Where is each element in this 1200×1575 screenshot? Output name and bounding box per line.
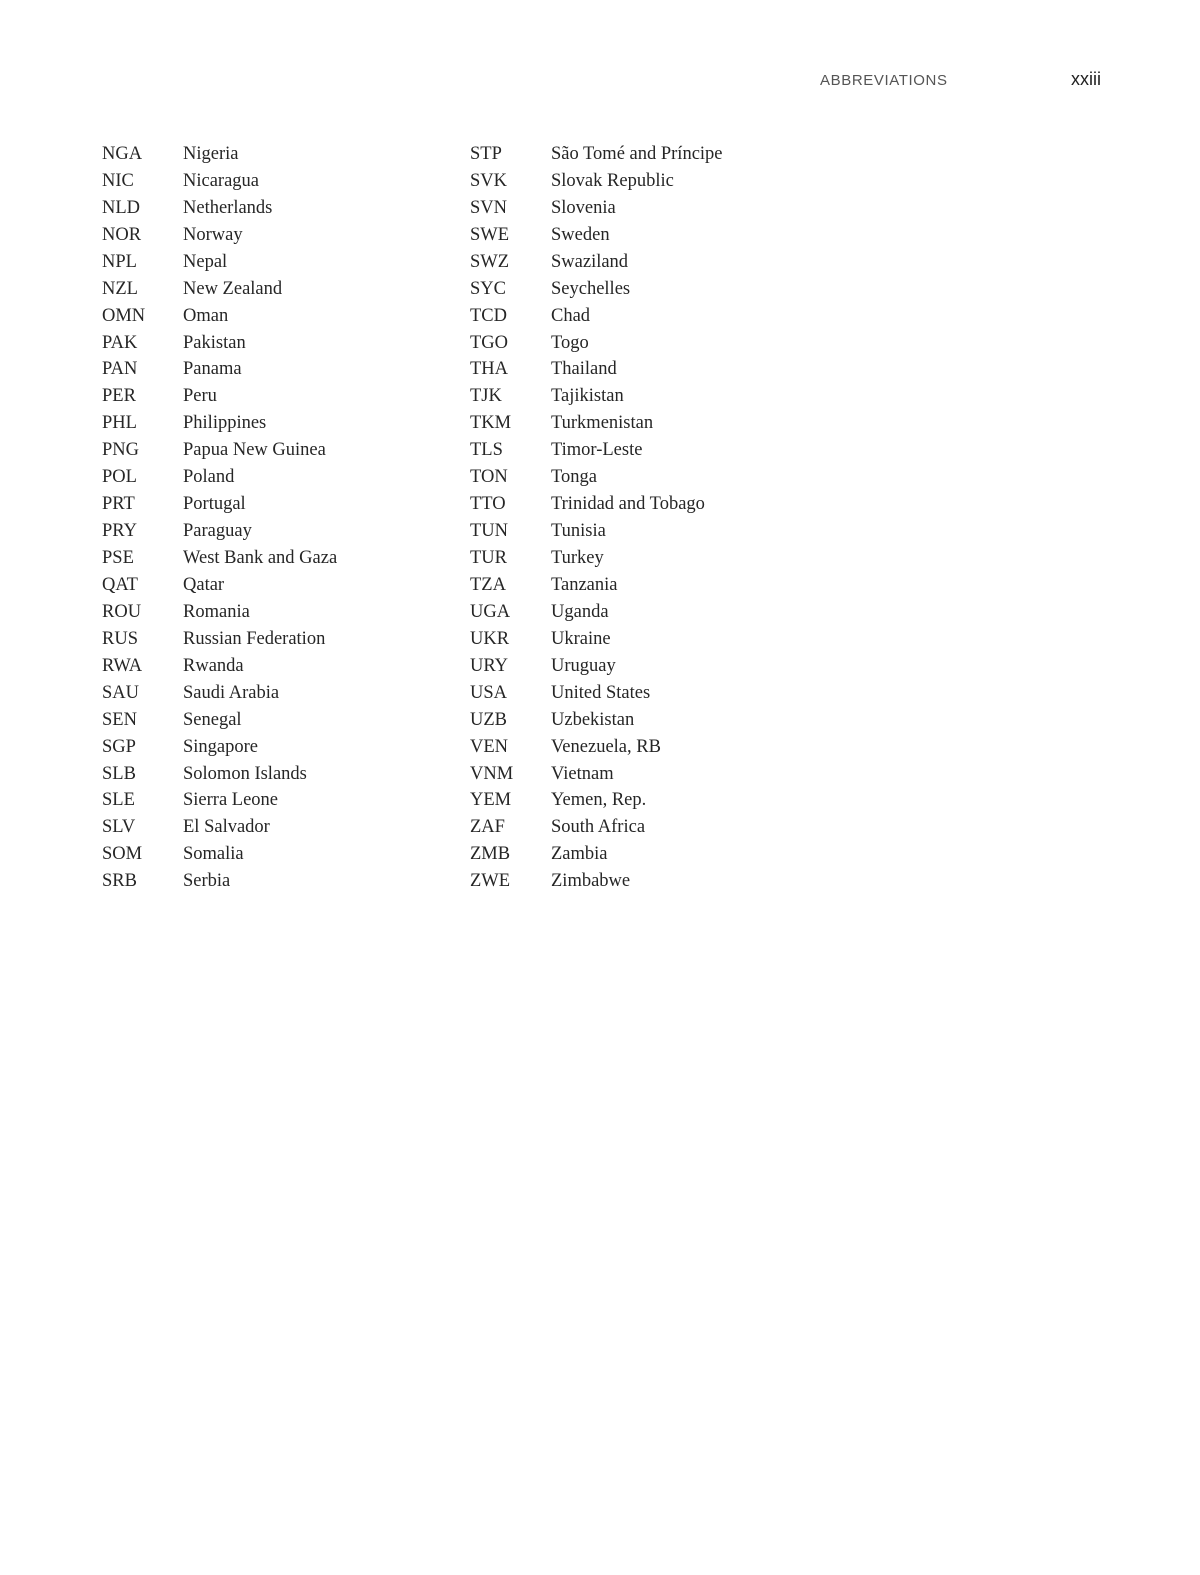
running-head: ABBREVIATIONS xyxy=(820,72,948,89)
country-code: SLE xyxy=(102,790,135,811)
country-name: West Bank and Gaza xyxy=(183,548,338,569)
country-name: Uruguay xyxy=(551,655,616,676)
country-code: PNG xyxy=(102,440,140,461)
abbreviation-row xyxy=(470,626,723,653)
country-code: RWA xyxy=(102,655,143,676)
country-code: ZMB xyxy=(470,844,511,865)
country-code: USA xyxy=(470,682,508,703)
country-code: SYC xyxy=(470,278,506,299)
country-name: Zambia xyxy=(551,844,608,865)
country-name: Russian Federation xyxy=(183,628,326,649)
country-name: Trinidad and Tobago xyxy=(551,494,705,515)
country-name: Papua New Guinea xyxy=(183,440,326,461)
abbreviation-row xyxy=(470,868,723,895)
abbreviation-row xyxy=(102,357,337,384)
country-code: SLB xyxy=(102,763,136,784)
country-code: TGO xyxy=(470,332,509,353)
country-name: Panama xyxy=(183,359,242,380)
abbreviation-row xyxy=(470,545,723,572)
country-name: Norway xyxy=(183,224,243,245)
country-code: TLS xyxy=(470,440,503,461)
country-code: POL xyxy=(102,467,137,488)
country-code: SWE xyxy=(470,224,510,245)
country-name: Tajikistan xyxy=(551,386,624,407)
country-code: THA xyxy=(470,359,509,380)
abbreviation-row xyxy=(470,653,723,680)
abbreviation-row xyxy=(102,141,337,168)
abbreviation-row xyxy=(102,168,337,195)
country-code: RUS xyxy=(102,628,138,649)
country-name: Poland xyxy=(183,467,235,488)
country-code: TJK xyxy=(470,386,502,407)
abbreviation-row xyxy=(102,518,337,545)
country-name: Philippines xyxy=(183,413,267,434)
abbreviation-row xyxy=(102,626,337,653)
country-name: Peru xyxy=(183,386,217,407)
country-code: QAT xyxy=(102,574,138,595)
abbreviation-row xyxy=(102,653,337,680)
abbreviation-row xyxy=(102,841,337,868)
country-name: Pakistan xyxy=(183,332,246,353)
abbreviation-row xyxy=(470,141,723,168)
abbreviation-row xyxy=(470,303,723,330)
abbreviation-row xyxy=(102,437,337,464)
country-name: Rwanda xyxy=(183,655,244,676)
abbreviation-row xyxy=(470,599,723,626)
abbreviation-row xyxy=(470,814,723,841)
country-code: PAK xyxy=(102,332,138,353)
abbreviation-row xyxy=(102,383,337,410)
country-name: Vietnam xyxy=(551,763,614,784)
country-name: Solomon Islands xyxy=(183,763,307,784)
country-name: South Africa xyxy=(551,817,646,838)
country-code: SRB xyxy=(102,871,137,892)
country-code: SAU xyxy=(102,682,140,703)
country-code: URY xyxy=(470,655,509,676)
country-name: Portugal xyxy=(183,494,246,515)
country-code: NPL xyxy=(102,251,137,272)
abbreviation-row xyxy=(470,788,723,815)
country-code: SWZ xyxy=(470,251,510,272)
country-name: Tonga xyxy=(551,467,597,488)
abbreviation-row xyxy=(470,249,723,276)
abbreviation-row xyxy=(470,195,723,222)
country-name: Tunisia xyxy=(551,521,606,542)
country-name: New Zealand xyxy=(183,278,283,299)
abbreviation-row xyxy=(102,599,337,626)
country-code: SEN xyxy=(102,709,137,730)
country-code: PRY xyxy=(102,521,137,542)
country-code: TON xyxy=(470,467,508,488)
country-name: Romania xyxy=(183,601,250,622)
country-code: SGP xyxy=(102,736,136,757)
country-code: NZL xyxy=(102,278,138,299)
country-name: Zimbabwe xyxy=(551,871,631,892)
abbreviation-row xyxy=(102,330,337,357)
country-code: VEN xyxy=(470,736,509,757)
abbreviation-row xyxy=(470,437,723,464)
abbreviation-row xyxy=(470,357,723,384)
abbreviation-row xyxy=(102,195,337,222)
country-name: Venezuela, RB xyxy=(551,736,661,757)
country-name: Slovak Republic xyxy=(551,170,674,191)
country-name: Sierra Leone xyxy=(183,790,279,811)
country-name: Paraguay xyxy=(183,521,252,542)
country-code: YEM xyxy=(470,790,512,811)
country-code: UGA xyxy=(470,601,511,622)
abbreviation-list-left xyxy=(102,141,337,895)
abbreviation-row xyxy=(470,734,723,761)
abbreviation-list-right xyxy=(470,141,723,895)
abbreviation-row xyxy=(102,572,337,599)
country-code: SLV xyxy=(102,817,136,838)
abbreviation-row xyxy=(470,168,723,195)
abbreviation-row xyxy=(470,383,723,410)
country-code: NIC xyxy=(102,170,134,191)
country-name: Qatar xyxy=(183,574,225,595)
country-name: United States xyxy=(551,682,651,703)
country-code: TZA xyxy=(470,574,506,595)
abbreviation-row xyxy=(102,545,337,572)
abbreviation-row xyxy=(102,249,337,276)
abbreviation-row xyxy=(102,734,337,761)
country-name: Nigeria xyxy=(183,143,239,164)
country-code: SVK xyxy=(470,170,508,191)
country-code: STP xyxy=(470,143,502,164)
country-code: PER xyxy=(102,386,136,407)
country-code: PAN xyxy=(102,359,138,380)
country-code: PSE xyxy=(102,548,134,569)
abbreviation-row xyxy=(102,680,337,707)
country-name: El Salvador xyxy=(183,817,270,838)
country-name: Timor-Leste xyxy=(551,440,643,461)
country-name: Yemen, Rep. xyxy=(551,790,647,811)
abbreviation-row xyxy=(470,276,723,303)
country-code: TCD xyxy=(470,305,507,326)
abbreviation-row xyxy=(470,572,723,599)
country-name: Seychelles xyxy=(551,278,631,299)
country-code: NGA xyxy=(102,143,143,164)
country-name: Chad xyxy=(551,305,591,326)
country-code: ZWE xyxy=(470,871,511,892)
country-code: ROU xyxy=(102,601,142,622)
country-code: VNM xyxy=(470,763,514,784)
country-name: Uganda xyxy=(551,601,609,622)
country-code: TUR xyxy=(470,548,507,569)
abbreviation-row xyxy=(102,814,337,841)
page-number: xxiii xyxy=(1071,69,1101,89)
abbreviation-row xyxy=(102,868,337,895)
country-code: TTO xyxy=(470,494,506,515)
abbreviation-row xyxy=(102,222,337,249)
abbreviation-row xyxy=(470,464,723,491)
country-name: Netherlands xyxy=(183,197,273,218)
country-code: TUN xyxy=(470,521,509,542)
country-name: Senegal xyxy=(183,709,242,730)
country-code: TKM xyxy=(470,413,512,434)
country-code: NOR xyxy=(102,224,142,245)
country-name: Turkey xyxy=(551,548,604,569)
abbreviation-row xyxy=(470,491,723,518)
country-code: ZAF xyxy=(470,817,505,838)
country-name: Somalia xyxy=(183,844,244,865)
country-code: OMN xyxy=(102,305,146,326)
abbreviation-row xyxy=(102,464,337,491)
country-code: PRT xyxy=(102,494,135,515)
abbreviation-row xyxy=(470,680,723,707)
abbreviation-row xyxy=(470,707,723,734)
country-code: SOM xyxy=(102,844,143,865)
country-name: Ukraine xyxy=(551,628,611,649)
country-name: Slovenia xyxy=(551,197,616,218)
abbreviation-row xyxy=(470,410,723,437)
country-name: Saudi Arabia xyxy=(183,682,280,703)
abbreviation-row xyxy=(470,841,723,868)
country-name: Nicaragua xyxy=(183,170,260,191)
abbreviation-row xyxy=(102,276,337,303)
country-code: PHL xyxy=(102,413,137,434)
abbreviation-row xyxy=(102,788,337,815)
country-name: Tanzania xyxy=(551,574,618,595)
abbreviation-row xyxy=(102,761,337,788)
abbreviation-row xyxy=(102,707,337,734)
country-name: Uzbekistan xyxy=(551,709,635,730)
country-name: São Tomé and Príncipe xyxy=(551,143,723,164)
abbreviation-row xyxy=(470,761,723,788)
abbreviation-row xyxy=(470,222,723,249)
country-code: UZB xyxy=(470,709,507,730)
country-name: Swaziland xyxy=(551,251,629,272)
country-code: SVN xyxy=(470,197,508,218)
country-name: Turkmenistan xyxy=(551,413,654,434)
country-name: Nepal xyxy=(183,251,228,272)
country-name: Thailand xyxy=(551,359,617,380)
abbreviation-row xyxy=(102,410,337,437)
country-code: NLD xyxy=(102,197,141,218)
country-name: Singapore xyxy=(183,736,259,757)
country-name: Togo xyxy=(551,332,589,353)
country-name: Oman xyxy=(183,305,229,326)
abbreviation-row xyxy=(470,518,723,545)
country-code: UKR xyxy=(470,628,510,649)
country-name: Sweden xyxy=(551,224,610,245)
abbreviation-row xyxy=(102,303,337,330)
abbreviation-row xyxy=(102,491,337,518)
abbreviation-row xyxy=(470,330,723,357)
country-name: Serbia xyxy=(183,871,231,892)
